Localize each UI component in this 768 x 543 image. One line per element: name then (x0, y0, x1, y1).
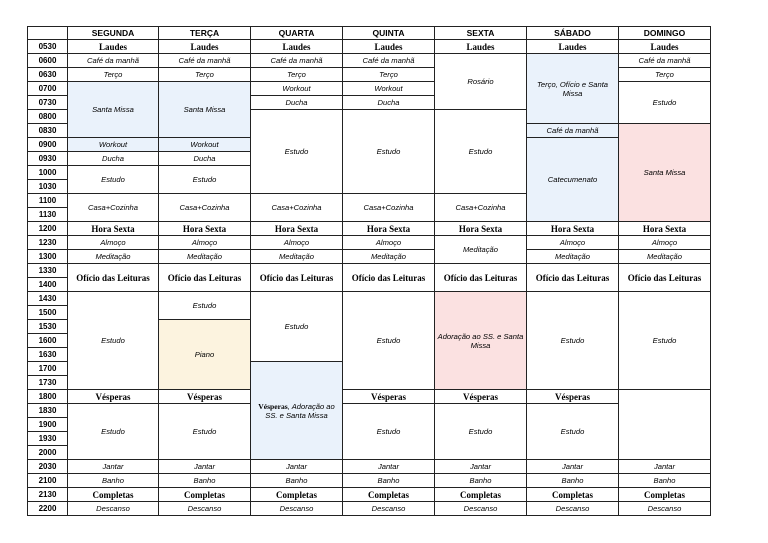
activity-cell: Laudes (251, 40, 343, 54)
activity-cell: Vésperas (527, 390, 619, 404)
time-cell: 2200 (28, 502, 68, 516)
table-row (28, 250, 711, 264)
activity-cell: Descanso (159, 502, 251, 516)
time-cell: 0900 (28, 138, 68, 152)
activity-cell: Completas (251, 488, 343, 502)
time-cell: 1000 (28, 166, 68, 180)
table-row (28, 460, 711, 474)
activity-cell: Hora Sexta (527, 222, 619, 236)
activity-cell: Workout (68, 138, 159, 152)
activity-cell: Terço (68, 68, 159, 82)
activity-cell: Meditação (159, 250, 251, 264)
activity-cell: Terço (159, 68, 251, 82)
activity-cell: Estudo (68, 404, 159, 460)
time-cell: 2000 (28, 446, 68, 460)
activity-cell: Banho (251, 474, 343, 488)
time-cell: 0700 (28, 82, 68, 96)
time-cell: 1730 (28, 376, 68, 390)
time-cell: 1800 (28, 390, 68, 404)
activity-cell: Café da manhã (527, 124, 619, 138)
activity-cell: Almoço (159, 236, 251, 250)
activity-cell: Casa+Cozinha (251, 194, 343, 222)
header-row (28, 27, 711, 40)
table-row (28, 236, 711, 250)
activity-cell: Workout (159, 138, 251, 152)
activity-cell: Meditação (343, 250, 435, 264)
activity-cell: Laudes (527, 40, 619, 54)
activity-cell: Almoço (619, 236, 711, 250)
activity-cell: Estudo (251, 110, 343, 194)
time-cell: 1130 (28, 208, 68, 222)
activity-cell: Descanso (619, 502, 711, 516)
activity-cell: Café da manhã (159, 54, 251, 68)
activity-cell: Hora Sexta (159, 222, 251, 236)
activity-cell: Meditação (435, 236, 527, 264)
weekly-schedule-table (27, 26, 711, 516)
activity-cell: Estudo (251, 292, 343, 362)
activity-cell: Ducha (343, 96, 435, 110)
activity-cell: Jantar (527, 460, 619, 474)
activity-cell: Ducha (159, 152, 251, 166)
table-row (28, 292, 711, 306)
activity-cell: Ofício das Leituras (619, 264, 711, 292)
activity-cell: Laudes (68, 40, 159, 54)
activity-cell: Descanso (251, 502, 343, 516)
activity-cell: Café da manhã (619, 54, 711, 68)
activity-cell: Jantar (251, 460, 343, 474)
activity-cell: Meditação (251, 250, 343, 264)
activity-cell: Café da manhã (68, 54, 159, 68)
activity-cell: Casa+Cozinha (343, 194, 435, 222)
activity-cell: Hora Sexta (619, 222, 711, 236)
activity-cell: Estudo (68, 292, 159, 390)
time-cell: 1700 (28, 362, 68, 376)
activity-cell: Almoço (343, 236, 435, 250)
table-row (28, 40, 711, 54)
activity-cell: Estudo (435, 404, 527, 460)
activity-cell: Completas (619, 488, 711, 502)
time-cell: 2130 (28, 488, 68, 502)
activity-cell: Jantar (435, 460, 527, 474)
activity-cell: Ofício das Leituras (343, 264, 435, 292)
activity-cell: Completas (527, 488, 619, 502)
activity-cell: Estudo (159, 404, 251, 460)
activity-cell: Banho (343, 474, 435, 488)
time-cell: 1230 (28, 236, 68, 250)
table-row (28, 222, 711, 236)
vesperas-label: Vésperas (258, 401, 288, 411)
activity-cell: Ofício das Leituras (159, 264, 251, 292)
time-cell: 1030 (28, 180, 68, 194)
activity-cell: Ofício das Leituras (251, 264, 343, 292)
activity-cell: Casa+Cozinha (159, 194, 251, 222)
activity-cell: Meditação (68, 250, 159, 264)
activity-cell: Laudes (619, 40, 711, 54)
time-cell: 1400 (28, 278, 68, 292)
corner-cell (28, 27, 68, 40)
activity-cell: Descanso (68, 502, 159, 516)
time-cell: 1200 (28, 222, 68, 236)
activity-cell: Estudo (619, 292, 711, 390)
activity-cell: Workout (343, 82, 435, 96)
activity-cell: Terço (619, 68, 711, 82)
time-cell: 1100 (28, 194, 68, 208)
activity-cell: Descanso (527, 502, 619, 516)
table-row (28, 502, 711, 516)
time-cell: 1600 (28, 334, 68, 348)
activity-cell: Almoço (527, 236, 619, 250)
time-cell: 2030 (28, 460, 68, 474)
activity-cell: Ofício das Leituras (527, 264, 619, 292)
activity-cell: Estudo (343, 404, 435, 460)
activity-cell: Rosário (435, 54, 527, 110)
activity-cell: Piano (159, 320, 251, 390)
activity-cell: Santa Missa (159, 82, 251, 138)
activity-cell: Estudo (619, 82, 711, 124)
activity-cell: Terço, Ofício e Santa Missa (527, 54, 619, 124)
activity-cell: Vésperas (343, 390, 435, 404)
activity-cell: Banho (68, 474, 159, 488)
activity-cell: Laudes (435, 40, 527, 54)
day-header: SEXTA (435, 27, 527, 40)
time-cell: 0600 (28, 54, 68, 68)
activity-cell: Ofício das Leituras (435, 264, 527, 292)
activity-cell: Completas (68, 488, 159, 502)
day-header: QUARTA (251, 27, 343, 40)
activity-cell: Meditação (619, 250, 711, 264)
activity-cell: Estudo (527, 404, 619, 460)
activity-cell: Hora Sexta (435, 222, 527, 236)
table-row (28, 488, 711, 502)
table-row (28, 264, 711, 278)
activity-cell: Jantar (619, 460, 711, 474)
activity-cell: Banho (527, 474, 619, 488)
activity-cell: Hora Sexta (343, 222, 435, 236)
time-cell: 1500 (28, 306, 68, 320)
adoracao-label: , Adoração ao SS. e Santa Missa (265, 401, 335, 420)
activity-cell: Terço (343, 68, 435, 82)
activity-cell: Vésperas (435, 390, 527, 404)
activity-cell: Estudo (527, 292, 619, 390)
activity-cell: Laudes (159, 40, 251, 54)
time-cell: 1900 (28, 418, 68, 432)
activity-cell: Adoração ao SS. e Santa Missa (435, 292, 527, 390)
time-cell: 1330 (28, 264, 68, 278)
table-row (28, 390, 711, 404)
activity-cell: Almoço (251, 236, 343, 250)
activity-cell: Estudo (159, 292, 251, 320)
activity-cell: Ducha (68, 152, 159, 166)
activity-cell: Jantar (343, 460, 435, 474)
activity-cell: Completas (343, 488, 435, 502)
time-cell: 0730 (28, 96, 68, 110)
time-cell: 2100 (28, 474, 68, 488)
time-cell: 0630 (28, 68, 68, 82)
activity-cell: Banho (159, 474, 251, 488)
activity-cell: Café da manhã (251, 54, 343, 68)
table-row (28, 404, 711, 418)
activity-cell: Terço (251, 68, 343, 82)
activity-cell: Completas (159, 488, 251, 502)
activity-cell: Jantar (68, 460, 159, 474)
activity-cell: Estudo (68, 166, 159, 194)
time-cell: 1830 (28, 404, 68, 418)
activity-cell: Casa+Cozinha (68, 194, 159, 222)
activity-cell: Descanso (435, 502, 527, 516)
time-cell: 0930 (28, 152, 68, 166)
time-cell: 1630 (28, 348, 68, 362)
time-cell: 0830 (28, 124, 68, 138)
activity-cell: Descanso (343, 502, 435, 516)
activity-cell: Completas (435, 488, 527, 502)
day-header: DOMINGO (619, 27, 711, 40)
activity-cell: Ducha (251, 96, 343, 110)
activity-cell: Banho (435, 474, 527, 488)
activity-cell: Meditação (527, 250, 619, 264)
table-row (28, 474, 711, 488)
activity-cell: Catecumenato (527, 138, 619, 222)
activity-cell: Almoço (68, 236, 159, 250)
activity-cell: Vésperas (68, 390, 159, 404)
table-row (28, 54, 711, 68)
activity-cell: Ofício das Leituras (68, 264, 159, 292)
activity-cell: Estudo (343, 292, 435, 390)
activity-cell: Workout (251, 82, 343, 96)
activity-cell: Santa Missa (68, 82, 159, 138)
time-cell: 1300 (28, 250, 68, 264)
day-header: SEGUNDA (68, 27, 159, 40)
activity-cell (251, 362, 343, 460)
time-cell: 1530 (28, 320, 68, 334)
time-cell: 1430 (28, 292, 68, 306)
activity-cell: Casa+Cozinha (435, 194, 527, 222)
time-cell: 0800 (28, 110, 68, 124)
day-header: SÁBADO (527, 27, 619, 40)
time-cell: 0530 (28, 40, 68, 54)
activity-cell: Café da manhã (343, 54, 435, 68)
day-header: TERÇA (159, 27, 251, 40)
activity-cell: Estudo (159, 166, 251, 194)
activity-cell: Banho (619, 474, 711, 488)
activity-cell: Estudo (435, 110, 527, 194)
activity-cell: Hora Sexta (68, 222, 159, 236)
activity-cell: Laudes (343, 40, 435, 54)
activity-cell: Vésperas (159, 390, 251, 404)
activity-cell: Estudo (343, 110, 435, 194)
activity-cell: Santa Missa (619, 124, 711, 222)
day-header: QUINTA (343, 27, 435, 40)
time-cell: 1930 (28, 432, 68, 446)
activity-cell: Jantar (159, 460, 251, 474)
activity-cell: Hora Sexta (251, 222, 343, 236)
